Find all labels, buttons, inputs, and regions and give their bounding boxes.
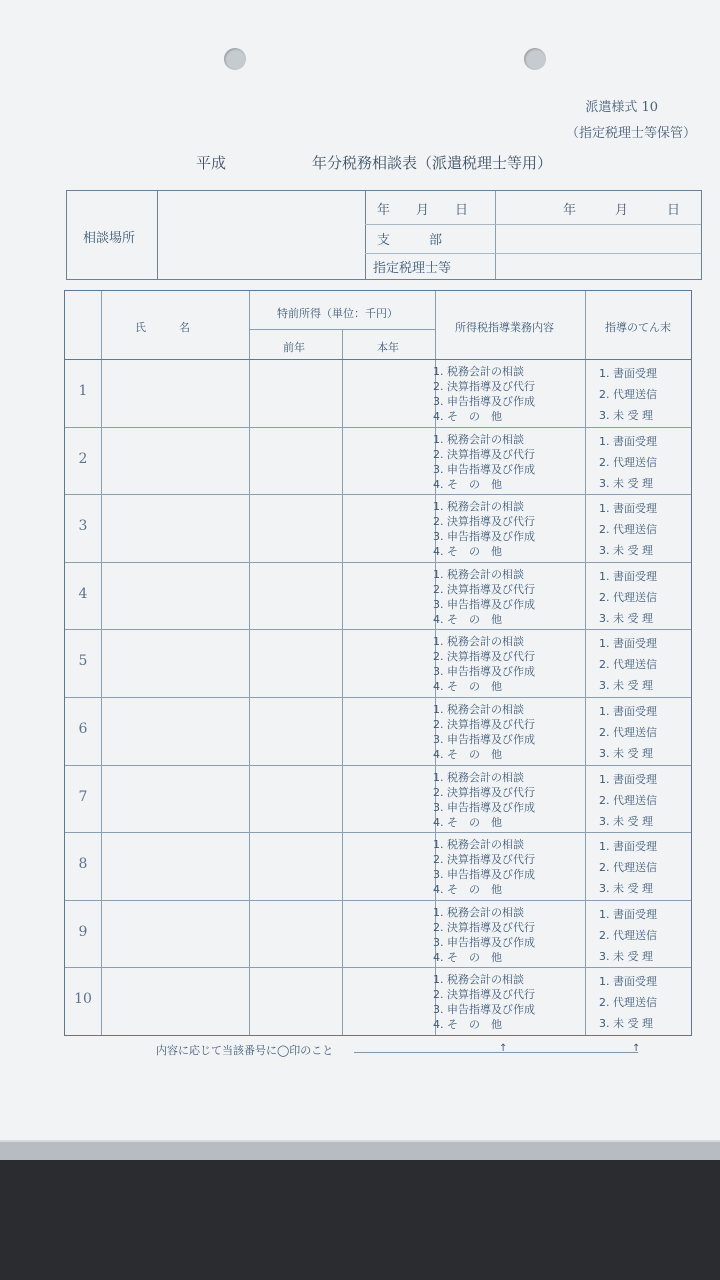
guidance-option: 3. 申告指導及び作成 — [433, 665, 535, 679]
result-options — [599, 566, 691, 629]
guidance-options — [433, 770, 581, 830]
result-option: 2. 代理送信 — [599, 388, 657, 401]
row-divider — [65, 562, 691, 563]
guidance-options — [433, 837, 581, 897]
row-number: 6 — [78, 721, 88, 737]
row-divider — [65, 494, 691, 495]
guidance-option: 2. 決算指導及び代行 — [433, 920, 535, 934]
row-divider — [65, 427, 691, 428]
guidance-option: 3. 申告指導及び作成 — [433, 733, 535, 746]
punch-hole-right — [524, 48, 546, 70]
guidance-option: 4. そ の 他 — [433, 883, 502, 897]
result-option: 3. 未 受 理 — [599, 1017, 653, 1031]
result-option: 1. 書面受理 — [599, 434, 657, 448]
result-option: 3. 未 受 理 — [599, 611, 653, 625]
guidance-option: 2. 決算指導及び代行 — [433, 650, 535, 664]
result-option: 3. 未 受 理 — [599, 476, 653, 490]
result-option: 1. 書面受理 — [599, 705, 657, 718]
result-option: 1. 書面受理 — [599, 907, 657, 921]
guidance-option: 2. 決算指導及び代行 — [433, 447, 535, 461]
result-option: 1. 書面受理 — [599, 975, 657, 989]
result-options — [599, 971, 691, 1034]
guidance-option: 2. 決算指導及び代行 — [433, 380, 535, 393]
footnote: 内容に応じて当該番号に◯印のこと — [156, 1044, 334, 1057]
result-option: 3. 未 受 理 — [599, 409, 653, 422]
result-option: 2. 代理送信 — [599, 523, 657, 537]
result-options — [599, 836, 691, 899]
result-option: 3. 未 受 理 — [599, 882, 653, 896]
guidance-option: 4. そ の 他 — [433, 410, 502, 423]
row-number: 8 — [78, 856, 88, 873]
row-divider — [65, 629, 691, 630]
guidance-option: 2. 決算指導及び代行 — [433, 785, 535, 799]
col-income: 特前所得（単位：千円） — [277, 307, 398, 320]
guidance-option: 1. 税務会計の相談 — [433, 838, 524, 852]
result-option: 3. 未 受 理 — [599, 544, 653, 558]
guidance-option: 3. 申告指導及び作成 — [433, 597, 535, 611]
arrow-result-icon: ↑ — [632, 1043, 641, 1054]
guidance-options — [433, 972, 581, 1032]
punch-hole-left — [224, 48, 246, 70]
result-option: 2. 代理送信 — [599, 928, 657, 942]
result-option: 2. 代理送信 — [599, 455, 657, 469]
col-result: 指導のてん末 — [605, 321, 671, 334]
consultation-table — [64, 290, 692, 1036]
guidance-option: 3. 申告指導及び作成 — [433, 530, 535, 544]
guidance-option: 3. 申告指導及び作成 — [433, 800, 535, 814]
result-options — [599, 904, 691, 967]
guidance-option: 4. そ の 他 — [433, 477, 502, 491]
row-divider — [65, 832, 691, 833]
guidance-option: 1. 税務会計の相談 — [433, 770, 524, 784]
result-option: 1. 書面受理 — [599, 502, 657, 516]
guidance-option: 4. そ の 他 — [433, 950, 502, 964]
row-number: 7 — [78, 788, 88, 805]
result-option: 1. 書面受理 — [599, 569, 657, 583]
guidance-option: 2. 決算指導及び代行 — [433, 988, 535, 1002]
result-option: 2. 代理送信 — [599, 996, 657, 1010]
date-label: 年 月 日 — [377, 203, 469, 218]
result-option: 3. 未 受 理 — [599, 949, 653, 963]
guidance-option: 1. 税務会計の相談 — [433, 432, 524, 446]
result-option: 2. 代理送信 — [599, 726, 657, 739]
tax-accountant-label: 指定税理士等 — [373, 261, 452, 276]
result-option: 1. 書面受理 — [599, 840, 657, 854]
row-divider — [65, 697, 691, 698]
date-value: 年 月 日 — [563, 203, 681, 218]
col-guidance: 所得税指導業務内容 — [455, 321, 554, 334]
guidance-option: 4. そ の 他 — [433, 815, 502, 829]
result-option: 1. 書面受理 — [599, 772, 657, 786]
guidance-option: 4. そ の 他 — [433, 680, 502, 694]
result-options — [599, 431, 691, 494]
guidance-option: 1. 税務会計の相談 — [433, 703, 524, 716]
result-option: 1. 書面受理 — [599, 367, 657, 380]
result-option: 3. 未 受 理 — [599, 747, 653, 760]
result-option: 3. 未 受 理 — [599, 814, 653, 828]
row-number: 4 — [78, 585, 88, 602]
guidance-options — [433, 567, 581, 627]
guidance-option: 3. 申告指導及び作成 — [433, 395, 535, 408]
result-option: 3. 未 受 理 — [599, 679, 653, 693]
row-divider — [65, 967, 691, 968]
guidance-option: 1. 税務会計の相談 — [433, 567, 524, 581]
paper-edge — [0, 1142, 720, 1160]
guidance-option: 1. 税務会計の相談 — [433, 973, 524, 987]
guidance-option: 1. 税務会計の相談 — [433, 365, 524, 378]
guidance-options — [433, 499, 581, 559]
row-number: 1 — [78, 383, 88, 399]
guidance-option: 4. そ の 他 — [433, 748, 502, 761]
form-title: 年分税務相談表（派遣税理士等用） — [312, 154, 553, 172]
result-option: 1. 書面受理 — [599, 637, 657, 651]
result-options — [599, 701, 691, 764]
guidance-option: 4. そ の 他 — [433, 545, 502, 559]
row-divider — [65, 900, 691, 901]
row-divider — [65, 765, 691, 766]
result-options — [599, 498, 691, 561]
result-option: 2. 代理送信 — [599, 793, 657, 807]
guidance-options — [433, 364, 581, 424]
result-options — [599, 363, 691, 426]
era-label: 平成 — [196, 154, 227, 172]
col-this-year: 本年 — [377, 341, 399, 354]
guidance-option: 1. 税務会計の相談 — [433, 635, 524, 649]
guidance-options — [433, 432, 581, 492]
row-number: 5 — [78, 653, 88, 670]
guidance-option: 2. 決算指導及び代行 — [433, 582, 535, 596]
guidance-option: 1. 税務会計の相談 — [433, 500, 524, 514]
guidance-option: 2. 決算指導及び代行 — [433, 853, 535, 867]
row-number: 9 — [78, 923, 88, 940]
guidance-options — [433, 634, 581, 694]
guidance-option: 1. 税務会計の相談 — [433, 905, 524, 919]
row-number: 3 — [78, 518, 88, 535]
col-name: 氏 名 — [135, 321, 190, 334]
guidance-option: 2. 決算指導及び代行 — [433, 515, 535, 529]
guidance-option: 3. 申告指導及び作成 — [433, 462, 535, 476]
guidance-option: 3. 申告指導及び作成 — [433, 935, 535, 949]
guidance-option: 4. そ の 他 — [433, 612, 502, 626]
info-box — [66, 190, 702, 280]
guidance-option: 2. 決算指導及び代行 — [433, 718, 535, 731]
result-options — [599, 769, 691, 832]
footnote-line — [354, 1052, 638, 1053]
result-option: 2. 代理送信 — [599, 658, 657, 672]
branch-label: 支 部 — [377, 233, 443, 248]
row-number: 10 — [74, 991, 92, 1008]
result-option: 2. 代理送信 — [599, 590, 657, 604]
guidance-options — [433, 702, 581, 762]
arrow-guidance-icon: ↑ — [499, 1043, 508, 1054]
result-options — [599, 633, 691, 696]
form-note: （指定税理士等保管） — [565, 126, 696, 141]
guidance-option: 3. 申告指導及び作成 — [433, 868, 535, 882]
guidance-option: 4. そ の 他 — [433, 1018, 502, 1032]
result-option: 2. 代理送信 — [599, 861, 657, 875]
form-id: 派遣様式 10 — [585, 100, 658, 115]
guidance-options — [433, 905, 581, 965]
col-prev-year: 前年 — [283, 341, 305, 354]
place-label: 相談場所 — [83, 231, 136, 246]
row-number: 2 — [78, 450, 88, 467]
guidance-option: 3. 申告指導及び作成 — [433, 1003, 535, 1017]
